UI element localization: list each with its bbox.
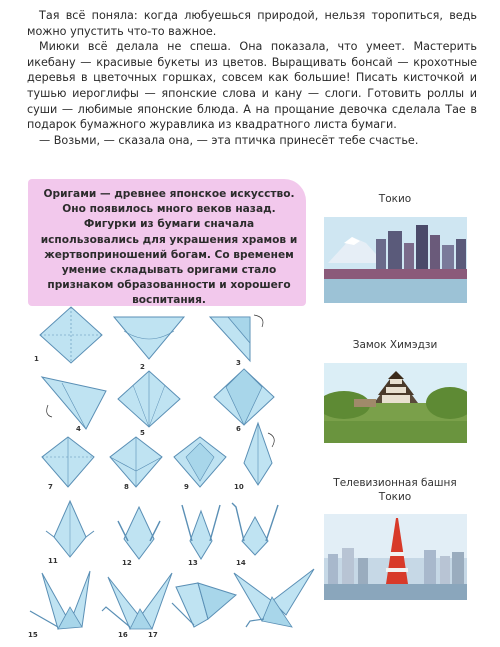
fold-step-6-figure [214,369,274,425]
fold-step-2-figure [114,315,184,359]
step-number: 3 [236,359,241,367]
story-paragraph-2: Миюки всё делала не спеша. Она показала, что умеет. Мастерить икебану — красивые букеты из цветов. Выращивать бонсай — крохотные деревья в цветочных горшках, совсем как большие! Писать кисточкой и тушью иероглифы — японские слова и кану — слоги. Готовить роллы и суши — любимые японские блюда. А на прощание девочка сделала Тае в подарок бумажного журавлика из квадратного листа бумаги. [27,40,477,132]
step-number: 2 [140,363,145,371]
fold-step-9-figure [174,437,226,487]
step-number: 12 [122,559,132,567]
story-text [27,8,477,148]
caption-himeji: Замок Химэдзи [352,339,438,351]
step-number: 8 [124,483,129,491]
step-number: 16 [118,631,128,639]
fold-step-1-figure [40,307,102,363]
photo-himeji-castle [324,363,467,443]
photo-tokyo-tower [324,514,467,600]
finished-crane-figure [232,567,316,633]
fold-step-14-figure [228,501,282,557]
step-number: 9 [184,483,189,491]
fold-step-11-figure [46,501,94,557]
step-number: 11 [48,557,58,565]
step-number: 17 [148,631,158,639]
step-number: 4 [76,425,81,433]
story-paragraph-3: — Возьми, — сказала она, — эта птичка принесёт тебе счастье. [39,133,419,147]
step-number: 7 [48,483,53,491]
fold-step-12-figure [114,501,164,559]
fold-step-7-figure [42,437,94,487]
fold-step-15-figure [28,567,104,633]
step-number: 15 [28,631,38,639]
step-number: 6 [236,425,241,433]
fold-step-5-figure [118,371,180,427]
origami-info-box [28,179,306,306]
fold-step-8-figure [110,437,162,487]
step-number: 5 [140,429,145,437]
caption-tokyo: Токио [378,193,412,205]
fold-step-3-figure [210,313,274,361]
fold-step-13-figure [178,501,224,559]
story-paragraph-1: Тая всё поняла: когда любуешься природой, нельзя торопиться, ведь можно упустить что-то важное. [27,9,477,38]
fold-step-17-figure [168,573,238,633]
step-number: 13 [188,559,198,567]
origami-info-text: Оригами — древнее японское искусство. Оно появилось много веков назад. Фигурки из бумаги сначала использовались для украшения храмов и жертвоприношений богам. Со временем умение складывать оригами стало признаком образованности и хорошего воспитания. [40,188,298,307]
crane-folding-diagram [28,305,318,645]
fold-step-10-figure [238,423,278,485]
caption-tokyo-tower: Телевизионная башня Токио [333,477,457,503]
fold-step-4-figure [42,377,106,429]
photo-tokyo [324,217,467,303]
step-number: 10 [234,483,244,491]
step-number: 14 [236,559,246,567]
step-number: 1 [34,355,39,363]
